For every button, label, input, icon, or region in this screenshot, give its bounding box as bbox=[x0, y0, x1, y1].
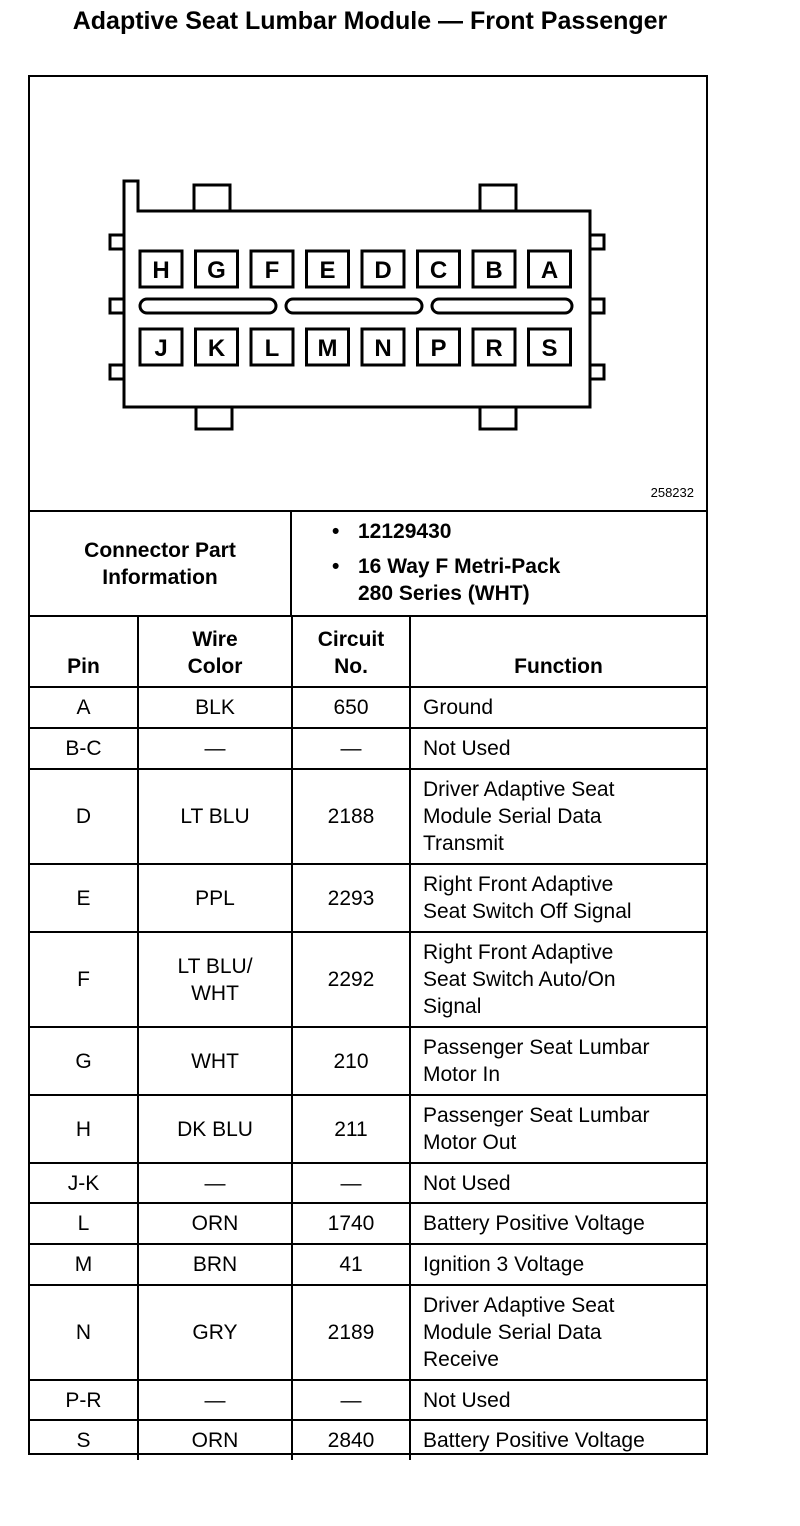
table-row bbox=[30, 1244, 706, 1285]
pinout-chart bbox=[28, 75, 708, 1455]
pin-cavity-label: M bbox=[317, 335, 338, 362]
wire-color-cell: GRY bbox=[138, 1285, 292, 1380]
pin-cavity-label: H bbox=[152, 257, 170, 284]
function-cell: Driver Adaptive Seat Module Serial Data Receive bbox=[410, 1285, 706, 1380]
header-function: Function bbox=[410, 617, 706, 687]
wire-color-cell: BRN bbox=[138, 1244, 292, 1285]
connector-info-label: Connector Part Information bbox=[30, 512, 292, 615]
table-row bbox=[30, 687, 706, 728]
circuit-cell: — bbox=[292, 1163, 410, 1203]
latch-tab-bottom-right bbox=[480, 405, 516, 429]
function-cell: Battery Positive Voltage bbox=[410, 1203, 706, 1244]
function-cell: Not Used bbox=[410, 1163, 706, 1203]
wire-color-cell: PPL bbox=[138, 864, 292, 932]
circuit-cell: 650 bbox=[292, 687, 410, 728]
function-cell: Not Used bbox=[410, 728, 706, 769]
function-cell: Right Front Adaptive Seat Switch Auto/On Signal bbox=[410, 932, 706, 1027]
function-cell: Battery Positive Voltage bbox=[410, 1420, 706, 1460]
pin-cavity-label: R bbox=[485, 335, 503, 362]
function-cell: Driver Adaptive Seat Module Serial Data Transmit bbox=[410, 769, 706, 864]
connector-info-item: • 16 Way F Metri-Pack 280 Series (WHT) bbox=[332, 555, 561, 605]
wire-color-cell: BLK bbox=[138, 687, 292, 728]
wire-color-cell: WHT bbox=[138, 1027, 292, 1095]
circuit-cell: 2293 bbox=[292, 864, 410, 932]
connector-info-item: • 12129430 bbox=[332, 520, 452, 543]
wire-color-cell: LT BLU bbox=[138, 769, 292, 864]
table-row bbox=[30, 1095, 706, 1163]
wire-color-cell: ORN bbox=[138, 1203, 292, 1244]
circuit-cell: 2189 bbox=[292, 1285, 410, 1380]
pin-cavity-label: E bbox=[319, 257, 336, 284]
pin-cavity-label: A bbox=[540, 257, 559, 284]
pin-cell: L bbox=[30, 1203, 138, 1244]
table-row bbox=[30, 932, 706, 1027]
pinout-table bbox=[30, 617, 706, 1460]
function-cell: Passenger Seat Lumbar Motor In bbox=[410, 1027, 706, 1095]
table-row bbox=[30, 1420, 706, 1460]
latch-tab-top-right bbox=[480, 185, 516, 211]
pin-cavity-label: F bbox=[264, 257, 280, 284]
circuit-cell: 1740 bbox=[292, 1203, 410, 1244]
function-cell: Ignition 3 Voltage bbox=[410, 1244, 706, 1285]
pin-cell: F bbox=[30, 932, 138, 1027]
circuit-cell: 41 bbox=[292, 1244, 410, 1285]
connector-diagram bbox=[30, 77, 706, 512]
wire-color-cell: — bbox=[138, 1380, 292, 1420]
table-row bbox=[30, 728, 706, 769]
circuit-cell: 2840 bbox=[292, 1420, 410, 1460]
connector-drawing bbox=[30, 77, 706, 510]
wire-color-cell: ORN bbox=[138, 1420, 292, 1460]
wire-color-cell: — bbox=[138, 1163, 292, 1203]
side-tab bbox=[110, 299, 124, 313]
wire-color-cell: LT BLU/ WHT bbox=[138, 932, 292, 1027]
wire-color-cell: DK BLU bbox=[138, 1095, 292, 1163]
circuit-cell: — bbox=[292, 728, 410, 769]
table-row bbox=[30, 1163, 706, 1203]
circuit-cell: 2188 bbox=[292, 769, 410, 864]
pin-cell: J-K bbox=[30, 1163, 138, 1203]
connector-body bbox=[124, 181, 590, 407]
pin-cavity-label: N bbox=[374, 335, 392, 362]
connector-part-info bbox=[30, 512, 706, 617]
table-row bbox=[30, 864, 706, 932]
pin-cavity-label: S bbox=[541, 335, 558, 362]
wire-color-cell: — bbox=[138, 728, 292, 769]
side-tab bbox=[110, 235, 124, 249]
function-cell: Ground bbox=[410, 687, 706, 728]
pin-cavity-label: C bbox=[429, 257, 448, 284]
header-wire-color: Wire Color bbox=[138, 617, 292, 687]
connector-info-list bbox=[330, 518, 560, 615]
table-row bbox=[30, 1027, 706, 1095]
side-tab bbox=[590, 365, 604, 379]
pin-cell: P-R bbox=[30, 1380, 138, 1420]
header-pin: Pin bbox=[30, 617, 138, 687]
bullet-icon: • bbox=[332, 520, 340, 543]
pin-cell: G bbox=[30, 1027, 138, 1095]
side-tab bbox=[590, 299, 604, 313]
pin-cell: N bbox=[30, 1285, 138, 1380]
pin-cell: H bbox=[30, 1095, 138, 1163]
pin-cavity-label: J bbox=[154, 335, 168, 362]
pin-cavity-label: D bbox=[374, 257, 392, 284]
pin-cavity-label: B bbox=[485, 257, 503, 284]
pin-cell: A bbox=[30, 687, 138, 728]
latch-tab-bottom-left bbox=[196, 405, 232, 429]
table-header-row bbox=[30, 617, 706, 687]
circuit-cell: 2292 bbox=[292, 932, 410, 1027]
bullet-icon: • bbox=[332, 555, 340, 578]
side-tab bbox=[110, 365, 124, 379]
table-row bbox=[30, 769, 706, 864]
latch-tab-top-left bbox=[194, 185, 230, 211]
pin-cell: E bbox=[30, 864, 138, 932]
function-cell: Passenger Seat Lumbar Motor Out bbox=[410, 1095, 706, 1163]
pin-cell: D bbox=[30, 769, 138, 864]
page-title: Adaptive Seat Lumbar Module — Front Passenger bbox=[72, 7, 668, 35]
header-circuit-no: Circuit No. bbox=[292, 617, 410, 687]
circuit-cell: 211 bbox=[292, 1095, 410, 1163]
pin-cell: S bbox=[30, 1420, 138, 1460]
table-row bbox=[30, 1285, 706, 1380]
pin-cavity-label: P bbox=[430, 335, 447, 362]
pin-cell: B-C bbox=[30, 728, 138, 769]
pin-cavity-label: K bbox=[207, 335, 226, 362]
table-row bbox=[30, 1203, 706, 1244]
pin-cavity-label: G bbox=[207, 257, 226, 284]
side-tab bbox=[590, 235, 604, 249]
function-cell: Not Used bbox=[410, 1380, 706, 1420]
pin-cavity-label: L bbox=[264, 335, 280, 362]
circuit-cell: 210 bbox=[292, 1027, 410, 1095]
table-row bbox=[30, 1380, 706, 1420]
figure-number: 258232 bbox=[650, 485, 694, 500]
circuit-cell: — bbox=[292, 1380, 410, 1420]
pin-cell: M bbox=[30, 1244, 138, 1285]
function-cell: Right Front Adaptive Seat Switch Off Signal bbox=[410, 864, 706, 932]
